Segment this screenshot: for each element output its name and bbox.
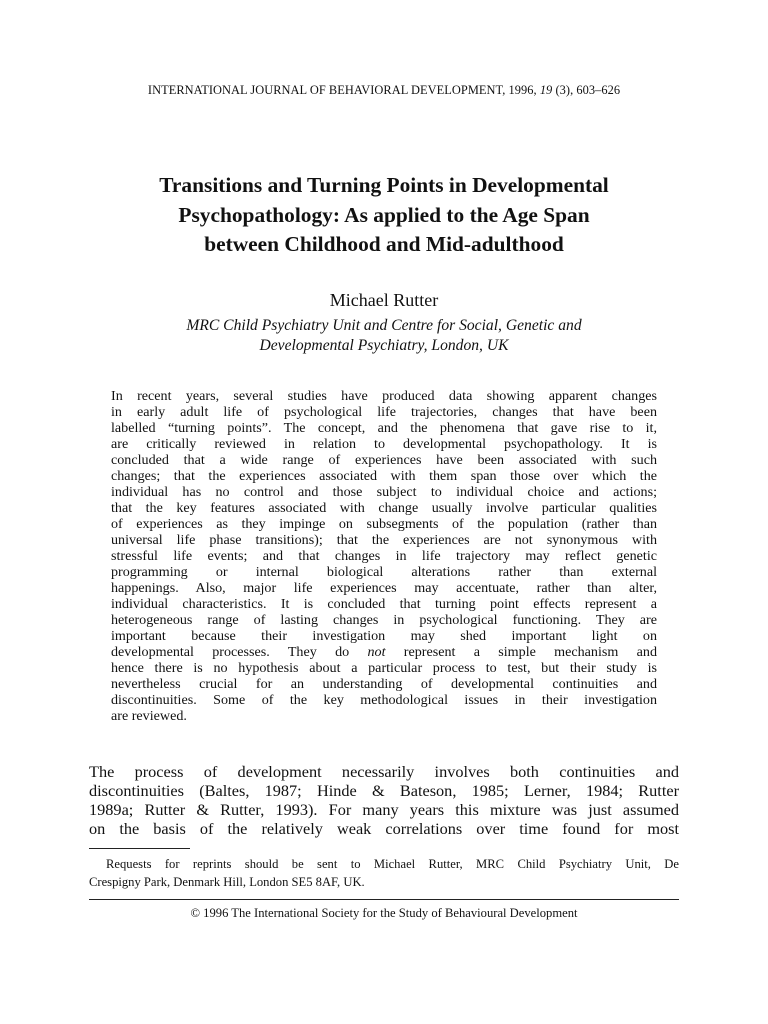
abstract [111, 388, 657, 724]
abstract-line: programming or internal biological alterations rather than external [111, 564, 657, 580]
title-line: Transitions and Turning Points in Developmental [159, 173, 609, 197]
journal-volume: 19 [539, 83, 553, 97]
article-title [60, 171, 708, 260]
abstract-line: labelled “turning points”. The concept, and the phenomena that gave rise to it, [111, 420, 657, 436]
copyright-divider [89, 899, 679, 900]
abstract-line: happenings. Also, major life experiences may accentuate, rather than alter, [111, 580, 657, 596]
journal-issue-pages: (3), 603–626 [555, 83, 621, 97]
author-affiliation [60, 316, 708, 355]
abstract-line: concluded that a wide range of experiences have been associated with such [111, 452, 657, 468]
abstract-line: that the key features associated with change usually involve particular qualities [111, 500, 657, 516]
body-line: 1989a; Rutter & Rutter, 1993). For many years this mixture was just assumed [89, 800, 679, 819]
affiliation-line: Developmental Psychiatry, London, UK [259, 336, 509, 354]
abstract-line: individual characteristics. It is concluded that turning point effects represent a [111, 596, 657, 612]
author-name: Michael Rutter [329, 290, 439, 310]
journal-name: INTERNATIONAL JOURNAL OF BEHAVIORAL DEVELOPMENT, 1996, [147, 83, 537, 97]
emphasis-not: not [367, 644, 386, 660]
body-paragraph [89, 762, 679, 838]
abstract-line: changes; that the experiences associated with them span those over which the [111, 468, 657, 484]
body-line: on the basis of the relatively weak correlations over time found for most [89, 819, 679, 838]
abstract-line: of experiences as they impinge on subsegments of the population (rather than [111, 516, 657, 532]
abstract-line: heterogeneous range of lasting changes in psychological functioning. They are [111, 612, 657, 628]
body-line: The process of development necessarily involves both continuities and [89, 762, 679, 781]
running-head [0, 83, 768, 98]
abstract-line: stressful life events; and that changes in life trajectory may reflect genetic [111, 548, 657, 564]
abstract-line: nevertheless crucial for an understanding of developmental continuities and [111, 676, 657, 692]
footnote-divider [89, 848, 190, 849]
title-line: Psychopathology: As applied to the Age Span [178, 202, 590, 227]
abstract-line: are critically reviewed in relation to developmental psychopathology. It is [111, 436, 657, 452]
footnote-line: Crespigny Park, Denmark Hill, London SE5 8AF, UK. [89, 875, 365, 889]
copyright-notice: © 1996 The International Society for the Study of Behavioural Development [190, 906, 578, 920]
abstract-line: In recent years, several studies have produced data showing apparent changes [111, 388, 657, 404]
abstract-text: developmental processes. They do [111, 644, 350, 660]
reprint-footnote [89, 855, 679, 891]
abstract-text: represent a simple mechanism and [403, 644, 657, 660]
abstract-line [111, 644, 657, 660]
abstract-line: individual has no control and those subject to individual choice and actions; [111, 484, 657, 500]
abstract-line: discontinuities. Some of the key methodological issues in their investigation [111, 692, 657, 708]
abstract-line: universal life phase transitions); that the experiences are not synonymous with [111, 532, 657, 548]
footnote-line: Requests for reprints should be sent to Michael Rutter, MRC Child Psychiatry Unit, De [106, 857, 679, 871]
body-line: discontinuities (Baltes, 1987; Hinde & Bateson, 1985; Lerner, 1984; Rutter [89, 781, 679, 800]
abstract-line: important because their investigation may shed important light on [111, 628, 657, 644]
title-line: between Childhood and Mid-adulthood [204, 232, 564, 256]
abstract-line: hence there is no hypothesis about a particular process to test, but their study is [111, 660, 657, 676]
abstract-line: in early adult life of psychological life trajectories, changes that have been [111, 404, 657, 420]
abstract-line: are reviewed. [111, 708, 187, 724]
affiliation-line: MRC Child Psychiatry Unit and Centre for Social, Genetic and [186, 317, 582, 334]
